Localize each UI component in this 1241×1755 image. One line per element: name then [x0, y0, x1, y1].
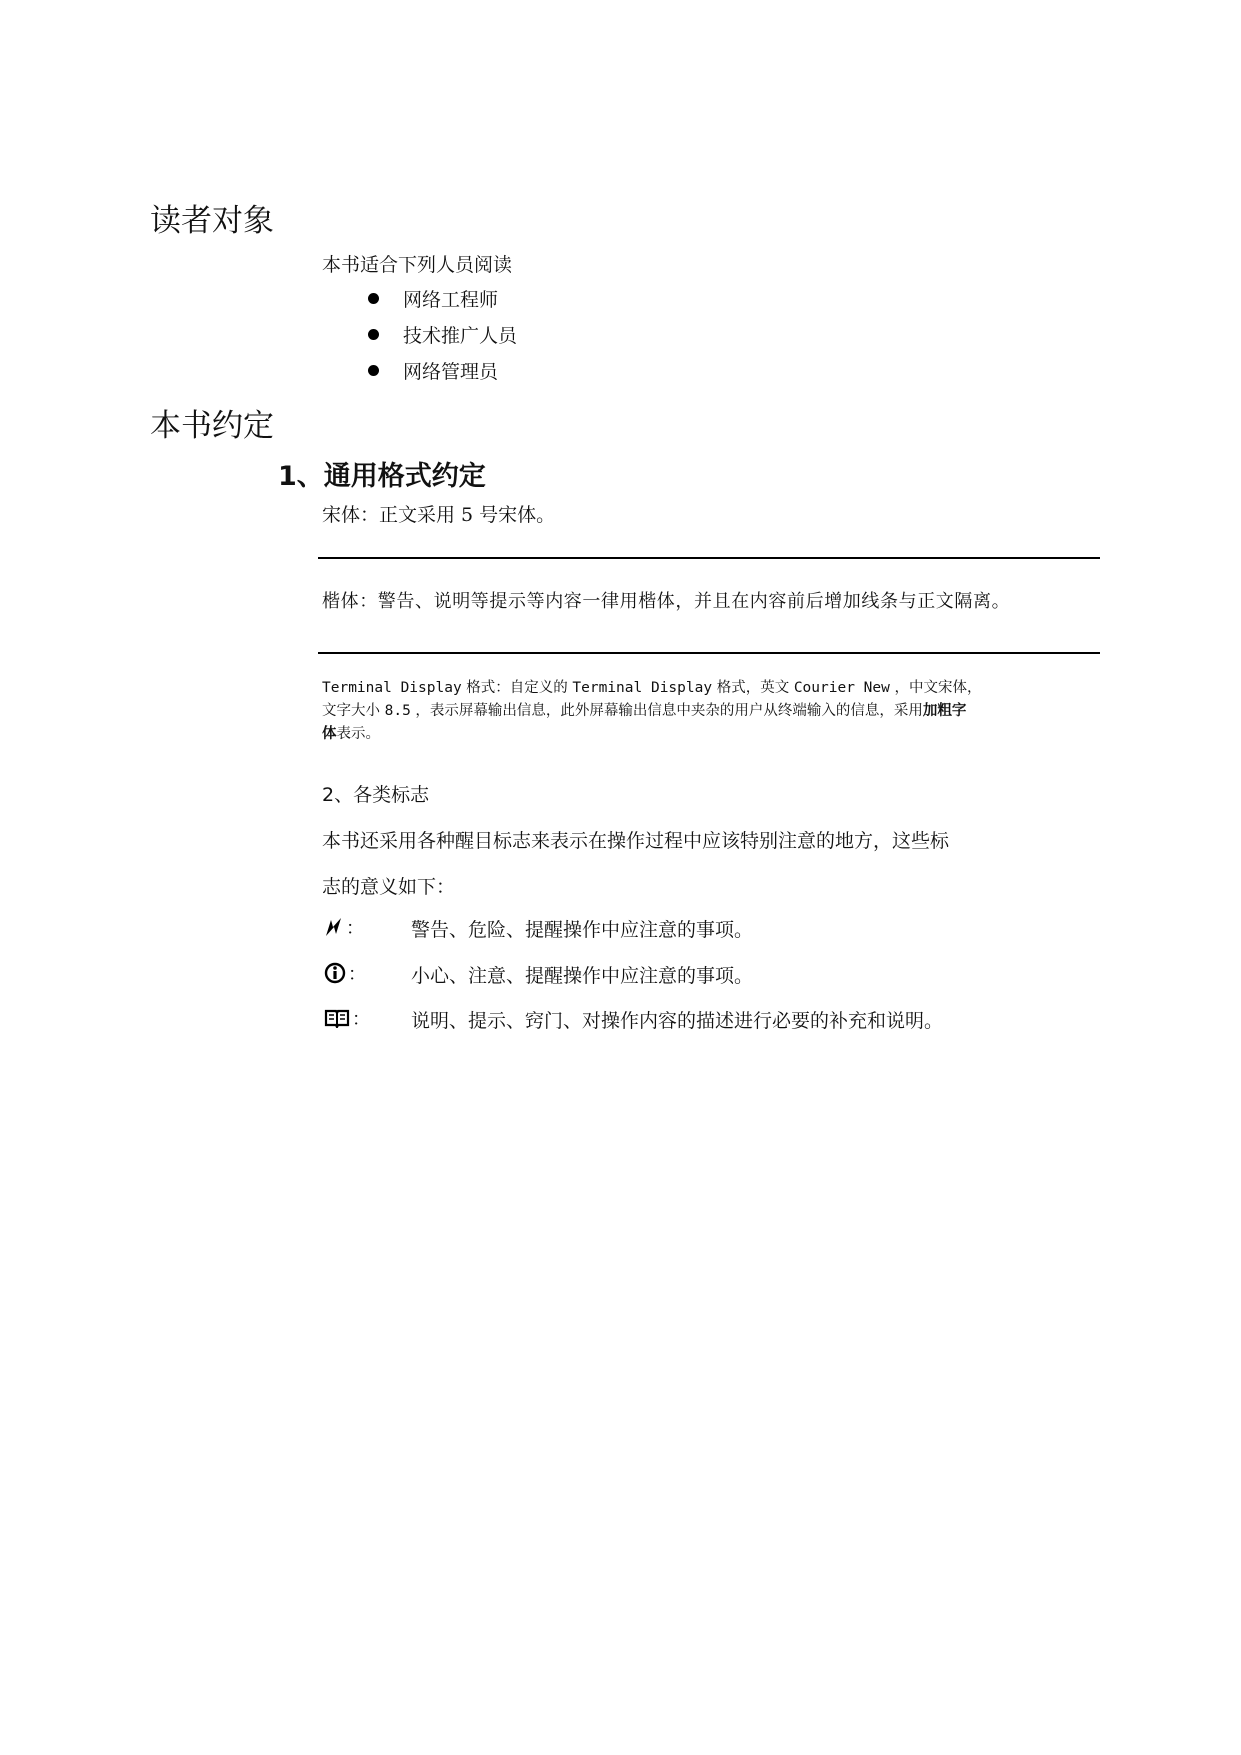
terminal-line-1 [322, 677, 981, 700]
list-item [368, 355, 498, 385]
markers-heading: 2、各类标志 [322, 784, 430, 806]
marker-caution [324, 961, 366, 985]
book-icon [324, 1008, 350, 1028]
marker-warning-text: 警告、危险、提醒操作中应注意的事项。 [411, 919, 754, 941]
terminal-line-2 [322, 700, 966, 723]
reader-tech-promoter: 技术推广人员 [403, 324, 518, 347]
bold-text: 加粗字 [922, 703, 967, 719]
general-format-heading: 1、通用格式约定 [278, 461, 486, 492]
info-circle-icon [324, 962, 346, 984]
markers-intro-line-1: 本书还采用各种醒目标志来表示在操作过程中应该特别注意的地方，这些标 [322, 830, 950, 852]
divider [318, 557, 1100, 559]
list-item [368, 283, 498, 313]
songti-line: 宋体：正文采用 5 号宋体。 [322, 504, 556, 526]
text-span: 表示。 [336, 726, 380, 742]
bullet-icon [368, 365, 379, 376]
bold-text: 体 [322, 726, 337, 742]
bullet-icon [368, 293, 379, 304]
term-terminal-display: Terminal Display [572, 680, 713, 696]
marker-colon: ： [352, 1009, 370, 1030]
kaiti-line: 楷体：警告、说明等提示等内容一律用楷体，并且在内容前后增加线条与正文隔离。 [322, 591, 1011, 612]
marker-colon: ： [348, 964, 366, 985]
markers-intro-line-2: 志的意义如下： [322, 876, 456, 898]
divider [318, 652, 1100, 654]
warning-lightning-icon [324, 917, 344, 937]
text-span: ，表示屏幕输出信息，此外屏幕输出信息中夹杂的用户从终端输入的信息，采用 [410, 703, 923, 719]
term-courier-new: Courier New [793, 680, 890, 696]
font-size-value: 8.5 [384, 703, 411, 719]
readers-intro: 本书适合下列人员阅读 [322, 254, 513, 276]
terminal-line-3 [322, 723, 380, 746]
text-span: ，中文宋体， [889, 680, 982, 696]
marker-caution-text: 小心、注意、提醒操作中应注意的事项。 [411, 965, 754, 987]
reader-network-admin: 网络管理员 [403, 360, 499, 383]
text-span: 格式，英文 [712, 680, 794, 696]
marker-note [324, 1006, 370, 1030]
term-terminal-display: Terminal Display [322, 680, 462, 696]
marker-note-text: 说明、提示、窍门、对操作内容的描述进行必要的补充和说明。 [411, 1010, 944, 1032]
marker-warning [324, 915, 364, 939]
list-item [368, 319, 517, 349]
text-span: 文字大小 [322, 703, 385, 719]
marker-colon: ： [346, 918, 364, 939]
bullet-icon [368, 329, 379, 340]
readers-heading: 读者对象 [150, 203, 274, 239]
text-span: 格式：自定义的 [461, 680, 573, 696]
conventions-heading: 本书约定 [150, 408, 274, 444]
reader-network-engineer: 网络工程师 [403, 288, 499, 311]
